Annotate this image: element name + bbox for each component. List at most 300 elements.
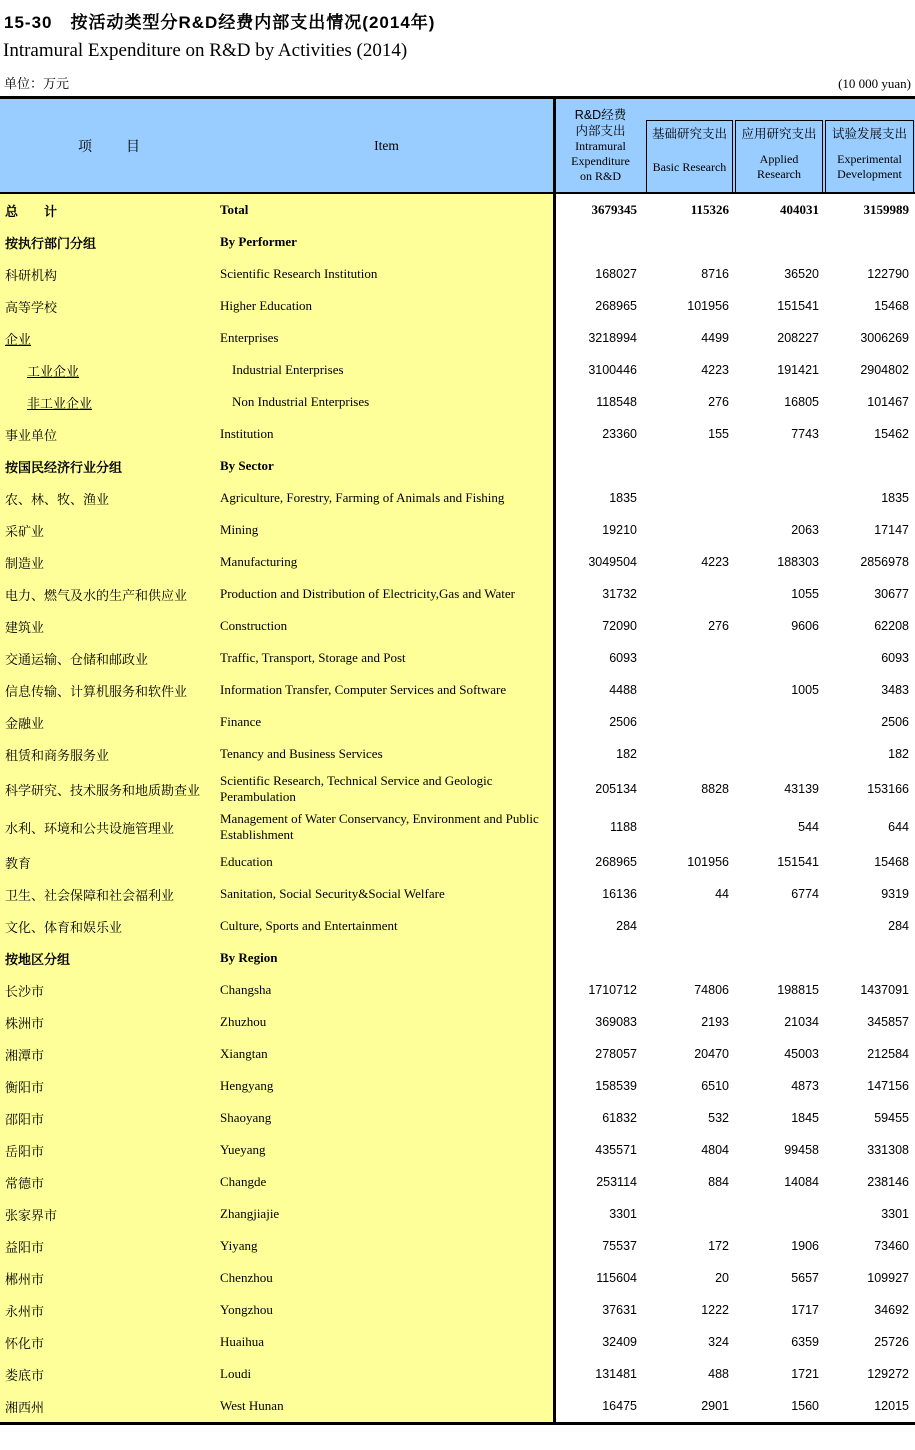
item-label-en: Hengyang: [220, 1070, 553, 1102]
value-cell: 3100446: [588, 363, 637, 377]
value-cell: 435571: [595, 1143, 637, 1157]
value-cell: [734, 738, 824, 770]
table-row: [0, 738, 915, 770]
value-cell: 131481: [595, 1367, 637, 1381]
value-cells: [553, 1006, 915, 1038]
item-label-zh: 娄底市: [0, 1358, 220, 1390]
item-label-zh: 卫生、社会保障和社会福利业: [0, 878, 220, 910]
table-row: [0, 1102, 915, 1134]
value-cell: 153166: [867, 782, 909, 796]
value-cells: [553, 808, 915, 846]
item-label-en: Total: [220, 194, 553, 226]
value-cell: 205134: [595, 782, 637, 796]
item-label-en: Construction: [220, 610, 553, 642]
table-body: [0, 194, 915, 1422]
unit-label-zh: 单位：万元: [4, 76, 70, 91]
value-cell: 101467: [867, 395, 909, 409]
value-cell: 884: [708, 1175, 729, 1189]
item-label-en: By Sector: [220, 450, 553, 482]
item-label-en: Enterprises: [220, 322, 553, 354]
table-row: [0, 578, 915, 610]
value-cell: 59455: [874, 1111, 909, 1125]
col1-line: Expenditure: [571, 154, 630, 168]
value-cell: 268965: [595, 855, 637, 869]
item-label-zh: 按地区分组: [0, 942, 220, 974]
value-cell: 2063: [791, 523, 819, 537]
col-header-basic-research: [645, 99, 734, 192]
value-cell: 32409: [602, 1335, 637, 1349]
value-cell: 16475: [602, 1399, 637, 1413]
unit-label-en: (10 000 yuan): [838, 76, 911, 91]
item-label-zh: 科研机构: [0, 258, 220, 290]
value-cell: [734, 910, 824, 942]
value-cell: 15468: [874, 855, 909, 869]
item-label-zh: 按执行部门分组: [0, 226, 220, 258]
item-label-zh: 水利、环境和公共设施管理业: [0, 808, 220, 846]
value-cell: 5657: [791, 1271, 819, 1285]
value-cell: 151541: [777, 299, 819, 313]
value-cells: [553, 706, 915, 738]
value-cell: 3679345: [591, 202, 637, 217]
table-row: [0, 354, 915, 386]
table-row: [0, 386, 915, 418]
value-cell: 1845: [791, 1111, 819, 1125]
value-cell: 16136: [602, 887, 637, 901]
value-cell: 16805: [784, 395, 819, 409]
value-cell: 2506: [881, 715, 909, 729]
value-cell: 72090: [602, 619, 637, 633]
value-cell: 25726: [874, 1335, 909, 1349]
value-cells: [553, 1390, 915, 1422]
table-row: [0, 910, 915, 942]
table-row: [0, 514, 915, 546]
value-cell: 1835: [609, 491, 637, 505]
value-cell: [734, 482, 824, 514]
item-label-en: Industrial Enterprises: [220, 354, 553, 386]
value-cell: 284: [888, 919, 909, 933]
value-cell: 12015: [874, 1399, 909, 1413]
item-label-zh: 邵阳市: [0, 1102, 220, 1134]
data-table: [0, 96, 915, 1425]
item-label-en: Changsha: [220, 974, 553, 1006]
value-cell: 101956: [687, 299, 729, 313]
value-cells: [553, 674, 915, 706]
value-cell: 284: [616, 919, 637, 933]
col-header-box: [646, 120, 733, 192]
item-label-zh: 电力、燃气及水的生产和供应业: [0, 578, 220, 610]
item-label-en: Changde: [220, 1166, 553, 1198]
item-label-zh: 建筑业: [0, 610, 220, 642]
item-label-zh: 科学研究、技术服务和地质勘查业: [0, 770, 220, 808]
value-cell: 45003: [784, 1047, 819, 1061]
item-label-zh: 金融业: [0, 706, 220, 738]
page-title-zh: 15-30 按活动类型分R&D经费内部支出情况(2014年): [4, 13, 436, 32]
value-cells: [553, 354, 915, 386]
value-cell: 644: [888, 820, 909, 834]
value-cell: 544: [798, 820, 819, 834]
value-cell: [645, 942, 734, 974]
item-label-zh: 农、林、牧、渔业: [0, 482, 220, 514]
value-cell: 4499: [701, 331, 729, 345]
value-cells: [553, 770, 915, 808]
table-row: [0, 226, 915, 258]
item-label-zh: 郴州市: [0, 1262, 220, 1294]
item-label-en: Zhangjiajie: [220, 1198, 553, 1230]
value-cell: 276: [708, 395, 729, 409]
col2-en: Basic Research: [652, 159, 727, 174]
value-cell: [824, 942, 915, 974]
value-cell: 3006269: [860, 331, 909, 345]
item-label-en: Chenzhou: [220, 1262, 553, 1294]
value-cell: [645, 808, 734, 846]
value-cells: [553, 846, 915, 878]
col-header-box: [825, 120, 914, 192]
value-cell: 212584: [867, 1047, 909, 1061]
item-label-en: Culture, Sports and Entertainment: [220, 910, 553, 942]
item-label-zh: 株洲市: [0, 1006, 220, 1038]
table-row: [0, 942, 915, 974]
value-cell: 3301: [609, 1207, 637, 1221]
value-cell: 44: [715, 887, 729, 901]
item-label-zh: 衡阳市: [0, 1070, 220, 1102]
value-cells: [553, 386, 915, 418]
value-cells: [553, 226, 915, 258]
item-label-en: Shaoyang: [220, 1102, 553, 1134]
item-label-zh: 常德市: [0, 1166, 220, 1198]
value-cell: 276: [708, 619, 729, 633]
item-label-zh: 交通运输、仓储和邮政业: [0, 642, 220, 674]
table-row: [0, 674, 915, 706]
value-cell: 151541: [777, 855, 819, 869]
value-cell: [645, 482, 734, 514]
value-cells: [553, 418, 915, 450]
table-row: [0, 290, 915, 322]
value-cells: [553, 910, 915, 942]
value-cell: [645, 514, 734, 546]
value-cell: 2901: [701, 1399, 729, 1413]
value-cell: 73460: [874, 1239, 909, 1253]
table-row: [0, 1006, 915, 1038]
value-cell: 188303: [777, 555, 819, 569]
value-cell: [645, 738, 734, 770]
value-cells: [553, 322, 915, 354]
value-cell: [645, 910, 734, 942]
table-row: [0, 418, 915, 450]
value-cell: 324: [708, 1335, 729, 1349]
item-label-en: Agriculture, Forestry, Farming of Animals and Fishing: [220, 482, 553, 514]
col-header-experimental-development: [824, 99, 915, 192]
table-row: [0, 1134, 915, 1166]
value-cell: 3218994: [588, 331, 637, 345]
value-cell: 4223: [701, 555, 729, 569]
value-cell: 36520: [784, 267, 819, 281]
value-cell: 21034: [784, 1015, 819, 1029]
item-label-en: Manufacturing: [220, 546, 553, 578]
value-cell: [645, 450, 734, 482]
value-cells: [553, 258, 915, 290]
item-label-en: Mining: [220, 514, 553, 546]
value-cell: 1560: [791, 1399, 819, 1413]
table-row: [0, 482, 915, 514]
value-cell: 168027: [595, 267, 637, 281]
value-cell: 1721: [791, 1367, 819, 1381]
value-cell: 30677: [874, 587, 909, 601]
value-cell: [734, 642, 824, 674]
value-cell: 172: [708, 1239, 729, 1253]
value-cell: 4873: [791, 1079, 819, 1093]
table-row: [0, 450, 915, 482]
item-label-zh: 教育: [0, 846, 220, 878]
item-label-en: Tenancy and Business Services: [220, 738, 553, 770]
value-cells: [553, 1102, 915, 1134]
table-row: [0, 1326, 915, 1358]
table-row: [0, 1294, 915, 1326]
value-cell: [645, 674, 734, 706]
value-cell: 278057: [595, 1047, 637, 1061]
table-row: [0, 1230, 915, 1262]
table-row: [0, 974, 915, 1006]
value-cell: 331308: [867, 1143, 909, 1157]
value-cell: 19210: [602, 523, 637, 537]
col1-line: on R&D: [579, 169, 621, 183]
value-cell: 115604: [596, 1271, 637, 1285]
value-cells: [553, 482, 915, 514]
value-cell: 2904802: [860, 363, 909, 377]
value-cell: [645, 578, 734, 610]
value-cell: 1710712: [588, 983, 637, 997]
table-row: [0, 642, 915, 674]
value-cell: 2856978: [860, 555, 909, 569]
item-label-zh: 事业单位: [0, 418, 220, 450]
table-row: [0, 610, 915, 642]
item-label-en: Loudi: [220, 1358, 553, 1390]
item-label-zh: 信息传输、计算机服务和软件业: [0, 674, 220, 706]
value-cell: 7743: [791, 427, 819, 441]
value-cell: 43139: [784, 782, 819, 796]
item-label-en: Zhuzhou: [220, 1006, 553, 1038]
value-cells: [553, 1326, 915, 1358]
table-row: [0, 1038, 915, 1070]
table-row: [0, 1262, 915, 1294]
value-cell: 208227: [777, 331, 819, 345]
table-row: [0, 1358, 915, 1390]
col1-line: Intramural: [575, 139, 626, 153]
value-cell: 1055: [791, 587, 819, 601]
value-cell: 1717: [791, 1303, 819, 1317]
value-cell: 253114: [596, 1175, 637, 1189]
value-cell: [824, 226, 915, 258]
value-cells: [553, 942, 915, 974]
value-cells: [553, 546, 915, 578]
value-cell: 122790: [867, 267, 909, 281]
value-cell: 34692: [874, 1303, 909, 1317]
item-label-en: Institution: [220, 418, 553, 450]
item-label-en: Sanitation, Social Security&Social Welfare: [220, 878, 553, 910]
value-cell: [734, 1198, 824, 1230]
value-cells: [553, 1038, 915, 1070]
value-cell: 6359: [791, 1335, 819, 1349]
value-cell: [734, 226, 824, 258]
value-cell: 20: [715, 1271, 729, 1285]
value-cells: [553, 974, 915, 1006]
item-label-en: West Hunan: [220, 1390, 553, 1422]
value-cell: 109927: [867, 1271, 909, 1285]
value-cells: [553, 1198, 915, 1230]
item-label-en: By Performer: [220, 226, 553, 258]
item-label-en: Education: [220, 846, 553, 878]
value-cell: 1437091: [860, 983, 909, 997]
value-cell: 23360: [602, 427, 637, 441]
value-cell: 37631: [602, 1303, 637, 1317]
item-label-en: Xiangtan: [220, 1038, 553, 1070]
item-label-en: Yueyang: [220, 1134, 553, 1166]
value-cell: 155: [708, 427, 729, 441]
table-row: [0, 1070, 915, 1102]
value-cells: [553, 578, 915, 610]
value-cell: 488: [708, 1367, 729, 1381]
value-cell: 1835: [881, 491, 909, 505]
value-cell: [734, 450, 824, 482]
value-cell: 182: [888, 747, 909, 761]
value-cell: 1222: [701, 1303, 729, 1317]
value-cell: [645, 642, 734, 674]
item-label-zh: 永州市: [0, 1294, 220, 1326]
item-label-zh: 长沙市: [0, 974, 220, 1006]
table-row: [0, 706, 915, 738]
value-cell: 17147: [874, 523, 909, 537]
item-label-en: Non Industrial Enterprises: [220, 386, 553, 418]
value-cells: [553, 1262, 915, 1294]
item-label-zh: 工业企业: [0, 354, 220, 386]
value-cell: 532: [708, 1111, 729, 1125]
item-label-zh: 按国民经济行业分组: [0, 450, 220, 482]
value-cells: [553, 1166, 915, 1198]
value-cell: [556, 450, 645, 482]
value-cell: 9606: [791, 619, 819, 633]
value-cell: [556, 942, 645, 974]
item-label-en: Higher Education: [220, 290, 553, 322]
value-cell: [734, 706, 824, 738]
value-cell: [556, 226, 645, 258]
value-cell: 238146: [867, 1175, 909, 1189]
col4-en: Experimental Development: [837, 152, 902, 181]
col1-line: R&D经费: [574, 108, 627, 122]
value-cell: 2506: [609, 715, 637, 729]
value-cell: 158539: [595, 1079, 637, 1093]
value-cell: 115326: [690, 202, 729, 217]
value-cell: [824, 450, 915, 482]
value-cell: 3159989: [863, 202, 909, 217]
item-label-en: Scientific Research Institution: [220, 258, 553, 290]
item-label-zh: 益阳市: [0, 1230, 220, 1262]
value-cells: [553, 1134, 915, 1166]
value-cell: 404031: [780, 202, 819, 217]
value-cell: 2193: [701, 1015, 729, 1029]
value-cell: 9319: [881, 887, 909, 901]
value-cell: [734, 942, 824, 974]
value-cell: 3483: [881, 683, 909, 697]
value-cell: 369083: [595, 1015, 637, 1029]
value-cells: [553, 1294, 915, 1326]
value-cell: 14084: [784, 1175, 819, 1189]
value-cell: 99458: [784, 1143, 819, 1157]
value-cell: 1906: [791, 1239, 819, 1253]
table-row: [0, 546, 915, 578]
value-cell: 31732: [602, 587, 637, 601]
item-label-zh: 非工业企业: [0, 386, 220, 418]
value-cell: 1188: [610, 820, 637, 834]
value-cell: 74806: [694, 983, 729, 997]
col-header-box: [735, 120, 823, 192]
value-cells: [553, 194, 915, 226]
table-row: [0, 258, 915, 290]
value-cell: 6510: [701, 1079, 729, 1093]
table-row: [0, 878, 915, 910]
col-header-intramural-expenditure: [553, 99, 645, 192]
table-row: [0, 1198, 915, 1230]
item-column-header: [0, 99, 553, 192]
item-label-zh: 湘西州: [0, 1390, 220, 1422]
value-cells: [553, 1070, 915, 1102]
item-label-zh: 张家界市: [0, 1198, 220, 1230]
value-cell: 198815: [777, 983, 819, 997]
value-cell: 182: [616, 747, 637, 761]
value-cells: [553, 450, 915, 482]
value-cell: 345857: [867, 1015, 909, 1029]
value-cell: 20470: [694, 1047, 729, 1061]
col3-zh: 应用研究支出: [741, 127, 817, 141]
item-label-zh: 总 计: [0, 194, 220, 226]
item-label-en: Traffic, Transport, Storage and Post: [220, 642, 553, 674]
value-cell: 15468: [874, 299, 909, 313]
value-cell: 118548: [596, 395, 637, 409]
item-label-zh: 湘潭市: [0, 1038, 220, 1070]
item-label-zh: 企业: [0, 322, 220, 354]
value-cell: [645, 1198, 734, 1230]
item-label-zh: 租赁和商务服务业: [0, 738, 220, 770]
unit-row: [0, 62, 915, 96]
table-row: [0, 846, 915, 878]
col-header-applied-research: [734, 99, 824, 192]
value-cells: [553, 642, 915, 674]
table-row: [0, 194, 915, 226]
item-header-en: Item: [374, 137, 399, 153]
value-cell: 61832: [602, 1111, 637, 1125]
value-cell: 268965: [595, 299, 637, 313]
item-label-en: Information Transfer, Computer Services and Software: [220, 674, 553, 706]
table-header: [0, 96, 915, 194]
value-cell: 62208: [874, 619, 909, 633]
value-cells: [553, 290, 915, 322]
value-cell: 191421: [777, 363, 819, 377]
value-cell: 15462: [874, 427, 909, 441]
col3-en: Applied Research: [757, 152, 801, 181]
table-row: [0, 808, 915, 846]
table-row: [0, 770, 915, 808]
item-label-en: Management of Water Conservancy, Environment and Public Establishment: [220, 808, 553, 846]
item-label-en: Huaihua: [220, 1326, 553, 1358]
value-cells: [553, 1230, 915, 1262]
table-row: [0, 1166, 915, 1198]
col2-zh: 基础研究支出: [651, 127, 727, 141]
value-cell: 6093: [609, 651, 637, 665]
item-label-en: Yiyang: [220, 1230, 553, 1262]
item-label-zh: 文化、体育和娱乐业: [0, 910, 220, 942]
page-title-en: Intramural Expenditure on R&D by Activities (2014): [3, 40, 408, 61]
item-label-zh: 高等学校: [0, 290, 220, 322]
value-cell: [645, 226, 734, 258]
item-label-en: Scientific Research, Technical Service and Geologic Perambulation: [220, 770, 553, 808]
